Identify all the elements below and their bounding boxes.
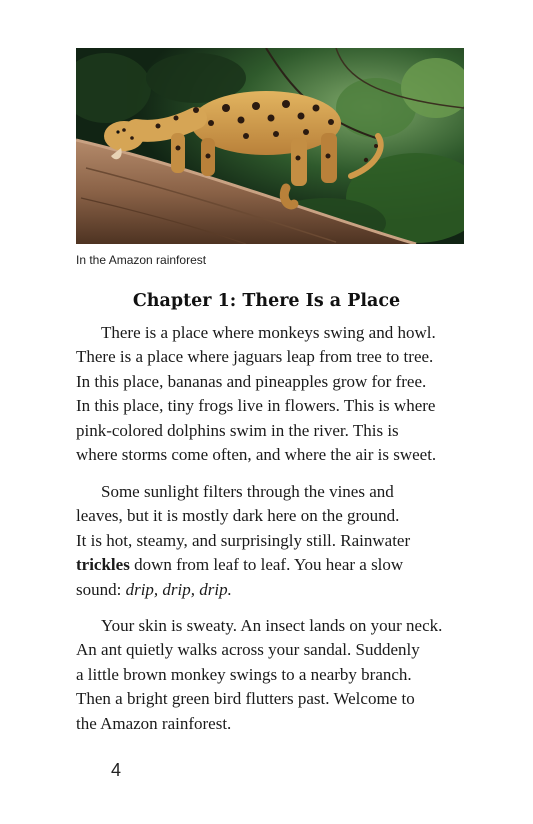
paragraph-line: a little brown monkey swings to a nearby branch. xyxy=(76,664,412,684)
paragraph-line: In this place, tiny frogs live in flowers. This is where xyxy=(76,396,436,416)
paragraph-line: There is a place where monkeys swing and howl. xyxy=(101,323,436,342)
line-text: down from leaf to leaf. You hear a slow xyxy=(129,555,404,575)
paragraph-line: Then a bright green bird flutters past. Welcome to xyxy=(76,689,415,709)
jaguar-photo xyxy=(76,48,464,244)
chapter-title: Chapter 1: There Is a Place xyxy=(132,291,401,311)
jaguar-illustration xyxy=(76,48,464,244)
paragraph-line: the Amazon rainforest. xyxy=(76,713,232,733)
paragraph-line: leaves, but it is mostly dark here on the ground. xyxy=(76,506,400,526)
paragraph-line: Some sunlight filters through the vines and xyxy=(101,482,394,501)
paragraph-1 xyxy=(76,321,476,467)
paragraph-line: There is a place where jaguars leap from tree to tree. xyxy=(76,347,434,367)
vocabulary-word: trickles xyxy=(76,555,130,575)
paragraph-line: An ant quietly walks across your sandal. Suddenly xyxy=(76,640,420,660)
paragraph-line xyxy=(76,578,476,602)
paragraph-line: In this place, bananas and pineapples grow for free. xyxy=(76,371,427,391)
paragraph-line: Your skin is sweaty. An insect lands on your neck. xyxy=(101,616,443,635)
paragraph-line xyxy=(76,553,476,577)
sound-effect: drip, drip, drip. xyxy=(125,579,232,599)
paragraph-line: where storms come often, and where the air is sweet. xyxy=(76,445,437,465)
line-text: sound: xyxy=(76,579,126,599)
paragraph-line: pink-colored dolphins swim in the river. This is xyxy=(76,420,399,440)
paragraph-line: It is hot, steamy, and surprisingly still. Rainwater xyxy=(76,530,411,550)
page-number: 4 xyxy=(111,760,122,780)
paragraph-3 xyxy=(76,614,476,736)
figure-caption: In the Amazon rainforest xyxy=(76,253,207,267)
paragraph-2 xyxy=(76,480,476,602)
